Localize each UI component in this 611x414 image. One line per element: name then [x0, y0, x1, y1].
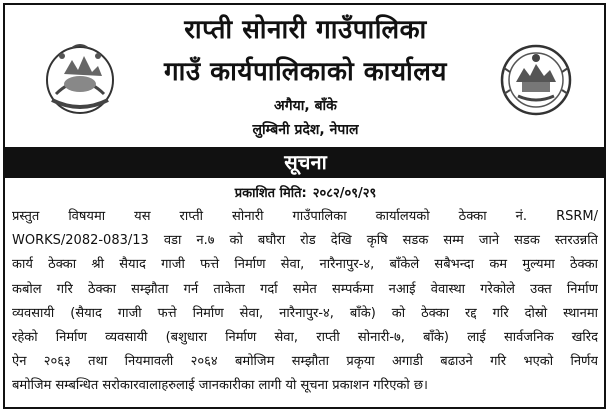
body-line: WORKS/2082-083/13 वडा न.७ को बघौरा रोड देखि कृषि सडक सम्म जाने सडक स्तरउन्नति — [12, 233, 598, 249]
body-line: ऐन २०६३ तथा नियमावली २०६४ बमोजिम सम्झौता प्रकृया अगाडी बढाउने गरि भएको निर्णय — [12, 354, 598, 370]
body-line: व्यवसायी (सैयाद गाजी फत्ते निर्माण सेवा, नारैनापुर-४, बाँके) को ठेक्का रद्द गरि दोस्रो स्थानमा — [12, 305, 598, 321]
notice-body — [12, 205, 598, 399]
address-line1: अगैया, बाँके — [274, 98, 337, 114]
letterhead — [0, 0, 611, 148]
notice-heading: सूचना — [5, 147, 606, 178]
body-line: बमोजिम सम्बन्धित सरोकारवालाहरुलाई जानकारीका लागी यो सूचना प्रकाशन गरिएको छ। — [12, 378, 428, 394]
body-line: रहेको निर्माण व्यवसायी (बशुधारा निर्माण सेवा, राप्ती सोनारी-७, बाँके) लाई सार्वजनिक खरिद — [12, 330, 598, 346]
office-title-line2: गाउँ कार्यपालिकाको कार्यालय — [164, 57, 447, 87]
body-line: कार्य ठेक्का श्री सैयाद गाजी फत्ते निर्माण सेवा, नारैनापुर-४, बाँकेले सबैभन्दा कम मुल्यमा ठेक्का — [12, 257, 598, 273]
published-label: प्रकाशित मिति: — [234, 186, 307, 201]
office-title-line1: राप्ती सोनारी गाउँपालिका — [184, 15, 427, 45]
address-line2: लुम्बिनी प्रदेश, नेपाल — [252, 122, 359, 138]
body-line: प्रस्तुत विषयमा यस राप्ती सोनारी गाउँपालिका कार्यालयको ठेक्का नं. RSRM/ — [12, 209, 598, 224]
published-date-row — [0, 183, 611, 201]
published-date: २०८२/०९/२९ — [312, 186, 377, 201]
body-line: कबोल गरि ठेक्का सम्झौता गर्न ताकेता गर्दा समेत सम्पर्कमा नआई वेवास्था गरेकोले उक्त निर्माण — [12, 281, 598, 297]
